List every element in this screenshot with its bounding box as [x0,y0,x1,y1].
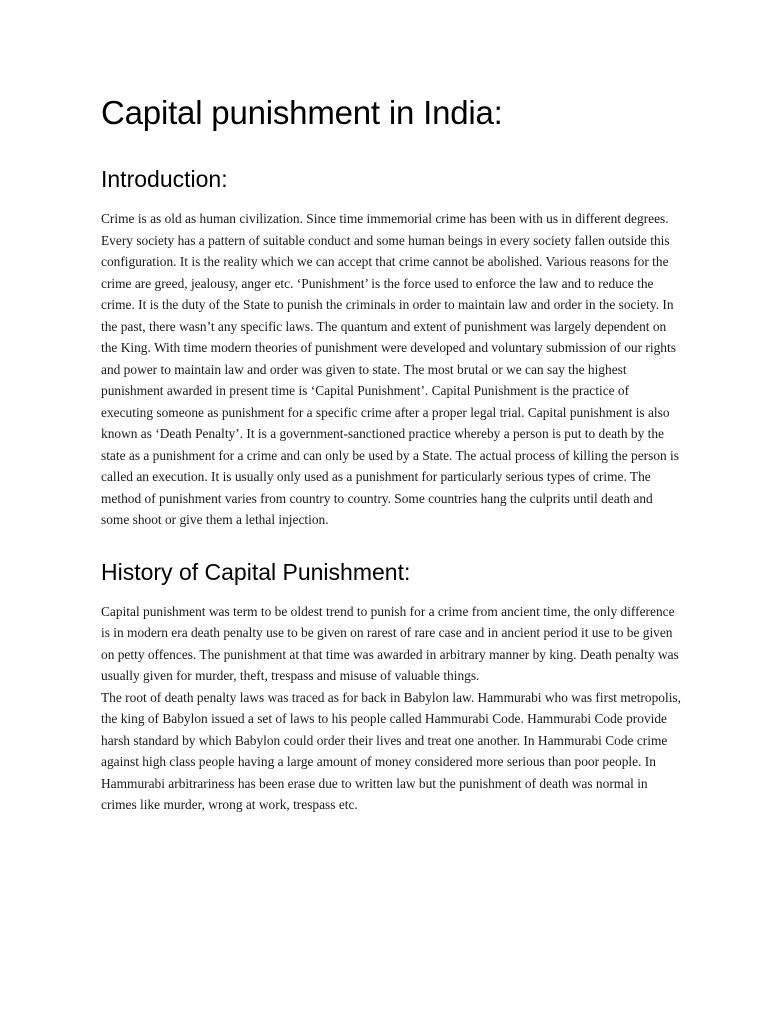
paragraph: Capital punishment was term to be oldest trend to punish for a crime from ancient time, the only difference is in modern era death penalty use to be given on rarest of rare case and in ancient period it use to be given on petty offences. The punishment at that time was awarded in arbitrary manner by king. Death penalty was usually given for murder, theft, trespass and misuse of valuable things. [101,603,679,683]
section-heading-introduction: Introduction: [101,166,228,192]
document-content [101,91,681,842]
section-heading-history: History of Capital Punishment: [101,558,411,585]
paragraph: The root of death penalty laws was traced as for back in Babylon law. Hammurabi who was first metropolis, the king of Babylon issued a set of laws to his people called Hammurabi Code. Hammurabi Code provide harsh standard by which Babylon could order their lives and treat one another. In Hammurabi Code crime against high class people having a large amount of money considered more serious than poor people. In Hammurabi arbitrariness has been erase due to written law but the punishment of death was normal in crimes like murder, wrong at work, trespass etc. [101,689,681,812]
section-history [101,557,681,816]
section-body-history [101,601,681,816]
section-introduction [101,164,681,531]
section-body-introduction [101,208,681,531]
document-title: Capital punishment in India: [101,94,503,131]
paragraph: Crime is as old as human civilization. Since time immemorial crime has been with us in different degrees. Every society has a pattern of suitable conduct and some human beings in every society fallen outside this configuration. It is the reality which we can accept that crime cannot be abolished. Various reasons for the crime are greed, jealousy, anger etc. ‘Punishment’ is the force used to enforce the law and to reduce the crime. It is the duty of the State to punish the criminals in order to maintain law and order in the society. In the past, there wasn’t any specific laws. The quantum and extent of punishment was largely dependent on the King. With time modern theories of punishment were developed and voluntary submission of our rights and power to maintain law and order was given to state. The most brutal or we can say the highest punishment awarded in present time is ‘Capital Punishment’. Capital Punishment is the practice of executing someone as punishment for a specific crime after a proper legal trial. Capital punishment is also known as ‘Death Penalty’. It is a government-sanctioned practice whereby a person is put to death by the state as a punishment for a crime and can only be used by a State. The actual process of killing the person is called an execution. It is usually only used as a punishment for particularly serious types of crime. The method of punishment varies from country to country. Some countries hang the culprits until death and some shoot or give them a lethal injection. [101,211,679,527]
